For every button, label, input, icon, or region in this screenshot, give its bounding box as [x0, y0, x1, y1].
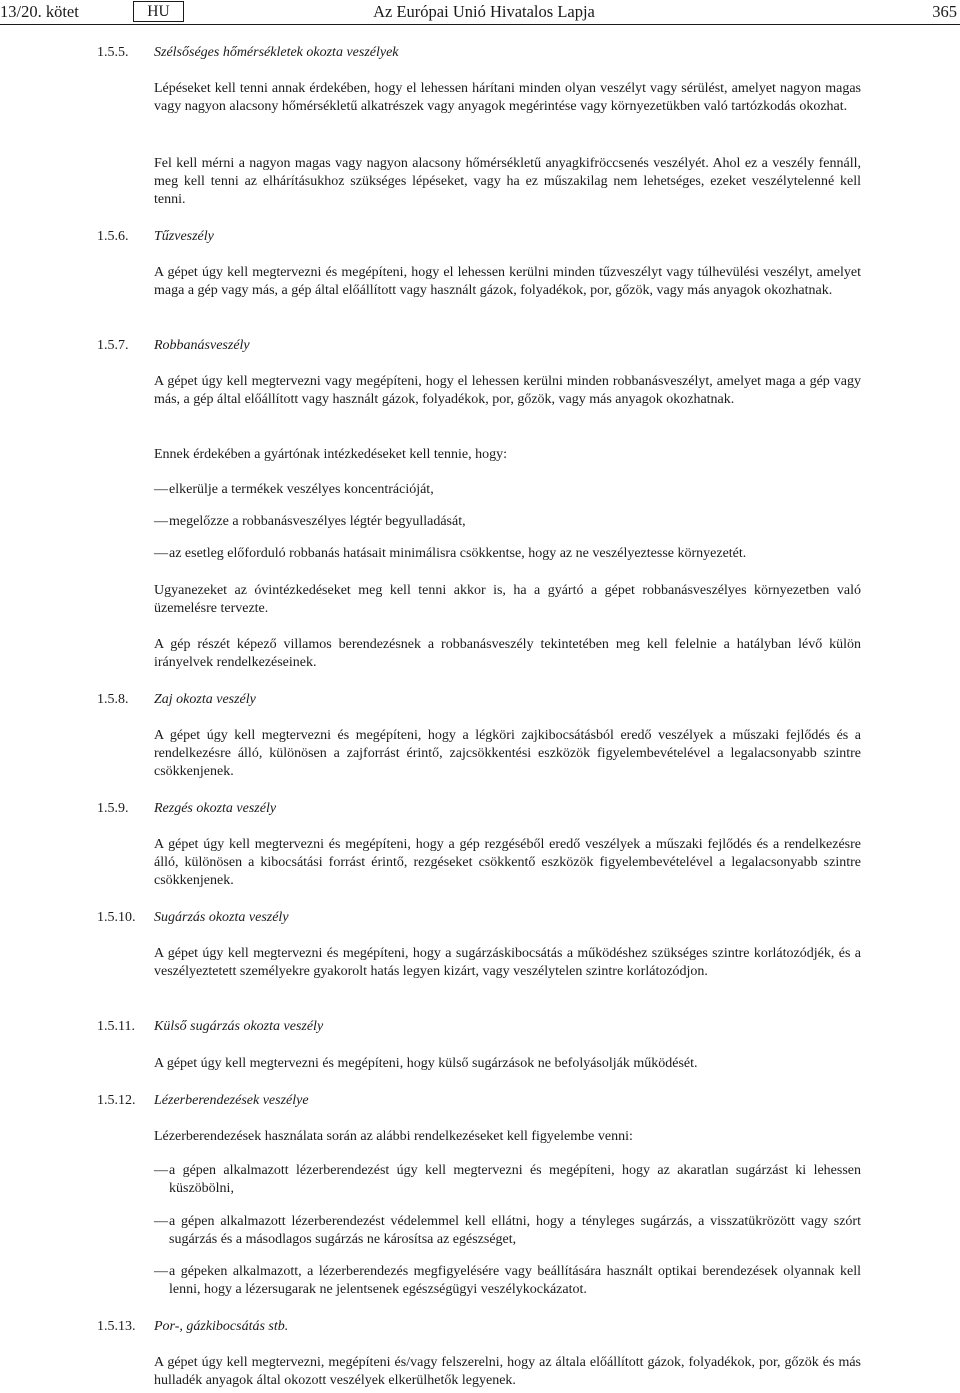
list-item	[154, 1263, 861, 1299]
dash-marker: —	[154, 1264, 168, 1279]
section-title: Sugárzás okozta veszély	[154, 910, 289, 925]
section-number: 1.5.8.	[97, 692, 129, 707]
section-title: Külső sugárzás okozta veszély	[154, 1019, 324, 1034]
list-item-text: az esetleg előforduló robbanás hatásait minimálisra csökkentse, hogy az ne veszélyeztesse környezetét.	[169, 546, 747, 561]
list-item	[154, 513, 861, 531]
section-number: 1.5.10.	[97, 910, 136, 925]
paragraph: A gépet úgy kell megtervezni, megépíteni és/vagy felszerelni, hogy az általa előállított gázok, folyadékok, por, gőzök és más hulladék anyagok által okozott veszélyek elkerülhetők legyenek.	[154, 1355, 861, 1388]
list-item	[154, 545, 861, 563]
paragraph: A gépet úgy kell megtervezni és megépíteni, hogy a sugárzáskibocsátás a működéshez szükséges szintre korlátozódjék, és a veszélyeztetett személyekre gyakorolt hatás legyen kizárt, vagy veszélytelen szintre korlátozódjon.	[154, 946, 861, 979]
section-title: Rezgés okozta veszély	[154, 801, 277, 816]
list-item-text: a gépeken alkalmazott, a lézerberendezés megfigyelésére vagy beállítására használt optikai berendezések olyannak kell lenni, hogy a lézersugarak ne jelentsenek egészségügyi veszélykockázatot.	[169, 1264, 861, 1297]
list-item-text: megelőzze a robbanásveszélyes légtér begyulladását,	[169, 514, 466, 529]
list-item-text: elkerülje a termékek veszélyes koncentrációját,	[169, 482, 434, 497]
paragraph: A gépet úgy kell megtervezni és megépíteni, hogy a légköri zajkibocsátásból eredő veszélyek a műszaki fejlődés és a rendelkezésre álló, különösen a zajforrást érintő, zajcsökkentési eszközök figyelembevételével a legalacsonyabb szintre csökkenjenek.	[154, 728, 861, 779]
section-title: Robbanásveszély	[154, 338, 250, 353]
dash-marker: —	[154, 1163, 168, 1178]
section-number: 1.5.6.	[97, 229, 129, 244]
section-number: 1.5.7.	[97, 338, 129, 353]
paragraph: A gépet úgy kell megtervezni és megépíteni, hogy el lehessen kerülni minden tűzveszélyt vagy túlhevülési veszélyt, amelyet maga a gép vagy más, a gép által előállított vagy használt gázok, folyadékok, por, gőzök, vagy más anyagok okozhatnak.	[154, 265, 861, 298]
list-item-text: a gépen alkalmazott lézerberendezést úgy kell megtervezni és megépíteni, hogy az akaratlan sugárzást ki lehessen küszöbölni,	[169, 1163, 861, 1196]
section-title: Zaj okozta veszély	[154, 692, 256, 707]
paragraph: A gép részét képező villamos berendezésnek a robbanásveszély tekintetében meg kell felelnie a hatályban lévő külön irányelvek rendelkezéseinek.	[154, 637, 861, 670]
page-number: 365	[932, 2, 957, 21]
paragraph: Fel kell mérni a nagyon magas vagy nagyon alacsony hőmérsékletű anyagkifröccsenés veszélyét. Ahol ez a veszély fennáll, meg kell tenni az elhárításukhoz szükséges lépéseket, vagy ha ez műszakilag nem lehetséges, ezeket veszélytelenné kell tenni.	[154, 156, 861, 207]
section-number: 1.5.5.	[97, 45, 129, 60]
paragraph: Ugyanezeket az óvintézkedéseket meg kell tenni akkor is, ha a gyártó a gépet robbanásveszélyes környezetben való üzemelésre tervezte.	[154, 583, 861, 616]
section-title: Szélsőséges hőmérsékletek okozta veszélyek	[154, 45, 399, 60]
list-item	[154, 1162, 861, 1198]
dash-marker: —	[154, 514, 168, 529]
journal-title	[0, 2, 960, 22]
section-title: Por-, gázkibocsátás stb.	[154, 1319, 289, 1334]
dash-marker: —	[154, 1214, 168, 1229]
language-code-box: HU	[133, 1, 184, 22]
section-title: Tűzveszély	[154, 229, 214, 244]
paragraph: Ennek érdekében a gyártónak intézkedéseket kell tennie, hogy:	[154, 447, 507, 462]
section-number: 1.5.12.	[97, 1093, 136, 1108]
section-number: 1.5.9.	[97, 801, 129, 816]
header-rule	[0, 24, 960, 25]
paragraph: A gépet úgy kell megtervezni vagy megépíteni, hogy el lehessen kerülni minden robbanásveszélyt, amelyet maga a gép vagy más, a gép által előállított vagy használt gázok, folyadékok, por, gőzök, vagy más anyagok okozhatnak.	[154, 374, 861, 407]
paragraph: A gépet úgy kell megtervezni és megépíteni, hogy a gép rezgéséből eredő veszélyek a műszaki fejlődés és a rendelkezésre álló, különösen a kibocsátási forrást érintő, rezgéseket csökkentő eszközök figyelembevételével a legalacsonyabb szintre csökkenjenek.	[154, 837, 861, 888]
list-item	[154, 481, 861, 499]
paragraph: Lézerberendezések használata során az alábbi rendelkezéseket kell figyelembe venni:	[154, 1129, 633, 1144]
paragraph: A gépet úgy kell megtervezni és megépíteni, hogy külső sugárzások ne befolyásolják működését.	[154, 1056, 698, 1071]
dash-marker: —	[154, 546, 168, 561]
volume-label: 13/20. kötet	[0, 2, 79, 21]
paragraph: Lépéseket kell tenni annak érdekében, hogy el lehessen hárítani minden olyan veszélyt vagy sérülést, amelyet nagyon magas vagy nagyon alacsony hőmérsékletű alkatrészek vagy anyagok megérintése vagy környezetükben való tartózkodás okozhat.	[154, 81, 861, 114]
page-header	[0, 0, 960, 24]
section-number: 1.5.13.	[97, 1319, 136, 1334]
list-item	[154, 1213, 861, 1249]
section-title: Lézerberendezések veszélye	[154, 1093, 309, 1108]
journal-title-text: Az Európai Unió Hivatalos Lapja	[373, 2, 595, 21]
list-item-text: a gépen alkalmazott lézerberendezést védelemmel kell ellátni, hogy a tényleges sugárzás, a visszatükrözött vagy szórt sugárzás és a másodlagos sugárzás ne károsítsa az egészséget,	[169, 1214, 861, 1247]
dash-marker: —	[154, 482, 168, 497]
section-number: 1.5.11.	[97, 1019, 135, 1034]
